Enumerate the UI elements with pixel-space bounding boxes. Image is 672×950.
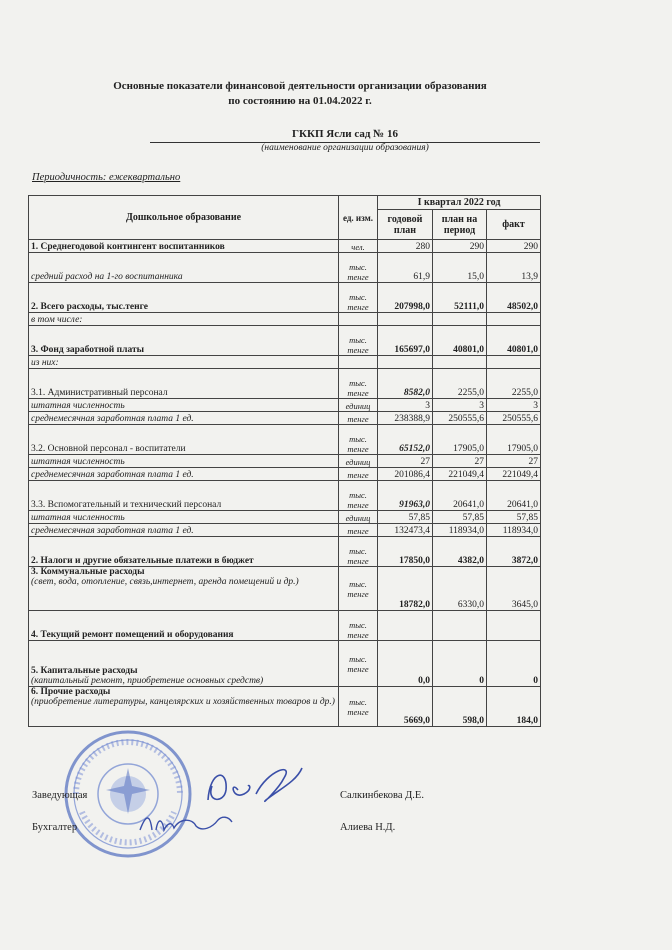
row-fact: 27 (487, 455, 541, 468)
table-row (29, 511, 541, 524)
row-name: 4. Текущий ремонт помещений и оборудования (29, 611, 339, 641)
table-row (29, 253, 541, 283)
row-unit (339, 313, 378, 326)
row-unit: тыс. тенге (339, 641, 378, 687)
row-note: (приобретение литературы, канцелярских и хозяйственных товаров и др.) (31, 697, 335, 707)
row-annual: 132473,4 (378, 524, 433, 537)
row-fact: 221049,4 (487, 468, 541, 481)
row-plan: 27 (433, 455, 487, 468)
row-note: (капитальный ремонт, приобретение основных средств) (31, 676, 264, 686)
table-row (29, 468, 541, 481)
row-fact: 17905,0 (487, 425, 541, 455)
row-unit: тыс. тенге (339, 567, 378, 611)
row-annual (378, 611, 433, 641)
row-unit: тыс. тенге (339, 283, 378, 313)
head-signature-icon (198, 760, 308, 810)
row-annual: 27 (378, 455, 433, 468)
row-fact: 2255,0 (487, 369, 541, 399)
header-annual: годовой план (378, 210, 433, 240)
periodicity: Периодичность: ежеквартально (32, 172, 181, 183)
row-name: 3.2. Основной персонал - воспитатели (29, 425, 339, 455)
row-plan: 20641,0 (433, 481, 487, 511)
row-annual: 57,85 (378, 511, 433, 524)
row-plan: 0 (433, 641, 487, 687)
row-annual: 207998,0 (378, 283, 433, 313)
row-unit: тыс. тенге (339, 537, 378, 567)
row-name-cell (29, 641, 339, 687)
row-fact (487, 313, 541, 326)
row-fact: 0 (487, 641, 541, 687)
row-fact: 40801,0 (487, 326, 541, 356)
table-row (29, 687, 541, 727)
organization-name: ГККП Ясли сад № 16 (292, 128, 398, 140)
organization-caption: (наименование организации образования) (261, 143, 429, 153)
row-fact: 48502,0 (487, 283, 541, 313)
row-annual: 91963,0 (378, 481, 433, 511)
row-name: 3. Фонд заработной платы (29, 326, 339, 356)
financial-table (28, 195, 541, 727)
row-plan: 4382,0 (433, 537, 487, 567)
row-plan: 3 (433, 399, 487, 412)
row-unit: тыс. тенге (339, 481, 378, 511)
row-annual: 8582,0 (378, 369, 433, 399)
row-unit: тыс. тенге (339, 369, 378, 399)
row-unit: тыс. тенге (339, 687, 378, 727)
accountant-label: Бухгалтер (32, 822, 78, 833)
row-fact: 250555,6 (487, 412, 541, 425)
row-fact: 3872,0 (487, 537, 541, 567)
row-plan (433, 313, 487, 326)
row-name: 6. Прочие расходы (31, 687, 111, 697)
row-fact: 57,85 (487, 511, 541, 524)
row-annual (378, 356, 433, 369)
row-name: средний расход на 1-го воспитанника (29, 253, 339, 283)
row-name: штатная численность (29, 399, 339, 412)
row-fact: 3645,0 (487, 567, 541, 611)
row-plan: 118934,0 (433, 524, 487, 537)
row-plan: 6330,0 (433, 567, 487, 611)
table-row (29, 326, 541, 356)
header-period: I квартал 2022 год (378, 196, 541, 210)
row-annual: 65152,0 (378, 425, 433, 455)
table-row (29, 524, 541, 537)
table-row (29, 399, 541, 412)
table-row (29, 283, 541, 313)
accountant-name: Алиева Н.Д. (340, 822, 396, 833)
row-name: из них: (29, 356, 339, 369)
row-unit: единиц (339, 455, 378, 468)
row-fact: 118934,0 (487, 524, 541, 537)
row-fact: 290 (487, 240, 541, 253)
row-name: 3.3. Вспомогательный и технический персонал (29, 481, 339, 511)
row-unit: тенге (339, 412, 378, 425)
table-row (29, 313, 541, 326)
row-plan: 221049,4 (433, 468, 487, 481)
row-name: в том числе: (29, 313, 339, 326)
row-name: 5. Капитальные расходы (31, 666, 138, 676)
table-row (29, 567, 541, 611)
row-fact: 184,0 (487, 687, 541, 727)
row-unit: единиц (339, 399, 378, 412)
row-fact: 20641,0 (487, 481, 541, 511)
row-name: 3.1. Административный персонал (29, 369, 339, 399)
row-name: штатная численность (29, 455, 339, 468)
row-plan: 2255,0 (433, 369, 487, 399)
table-row (29, 240, 541, 253)
row-annual: 201086,4 (378, 468, 433, 481)
table-row (29, 369, 541, 399)
row-unit: тыс. тенге (339, 326, 378, 356)
head-name: Салкинбекова Д.Е. (340, 790, 424, 801)
header-unit: ед. изм. (339, 196, 378, 240)
row-unit: тенге (339, 524, 378, 537)
row-note: (свет, вода, отопление, связь,интернет, аренда помещений и др.) (31, 577, 299, 587)
row-plan: 15,0 (433, 253, 487, 283)
row-name-cell (29, 687, 339, 727)
table-row (29, 412, 541, 425)
table-row (29, 425, 541, 455)
row-unit: тыс. тенге (339, 425, 378, 455)
row-annual: 3 (378, 399, 433, 412)
row-annual: 17850,0 (378, 537, 433, 567)
row-name: среднемесячная заработная плата 1 ед. (29, 412, 339, 425)
row-plan: 250555,6 (433, 412, 487, 425)
row-fact (487, 356, 541, 369)
row-name: среднемесячная заработная плата 1 ед. (29, 468, 339, 481)
row-name-cell (29, 567, 339, 611)
table-row (29, 537, 541, 567)
row-plan: 57,85 (433, 511, 487, 524)
row-name: 1. Среднегодовой контингент воспитанников (29, 240, 339, 253)
header-fact: факт (487, 210, 541, 240)
row-annual: 5669,0 (378, 687, 433, 727)
row-annual: 280 (378, 240, 433, 253)
row-fact: 13,9 (487, 253, 541, 283)
row-annual: 61,9 (378, 253, 433, 283)
row-annual: 165697,0 (378, 326, 433, 356)
row-annual: 18782,0 (378, 567, 433, 611)
row-name: 2. Налоги и другие обязательные платежи в бюджет (29, 537, 339, 567)
row-name: штатная численность (29, 511, 339, 524)
row-unit: тенге (339, 468, 378, 481)
row-unit: тыс. тенге (339, 253, 378, 283)
table-row (29, 356, 541, 369)
row-name: 3. Коммунальные расходы (31, 567, 145, 577)
row-name: среднемесячная заработная плата 1 ед. (29, 524, 339, 537)
header-name: Дошкольное образование (29, 196, 339, 240)
report-title: Основные показатели финансовой деятельности организации образования (113, 80, 487, 92)
row-unit: единиц (339, 511, 378, 524)
table-row (29, 611, 541, 641)
row-plan: 40801,0 (433, 326, 487, 356)
row-name: 2. Всего расходы, тыс.тенге (29, 283, 339, 313)
accountant-signature-icon (136, 808, 236, 838)
table-row (29, 481, 541, 511)
row-annual (378, 313, 433, 326)
row-fact: 3 (487, 399, 541, 412)
row-plan (433, 356, 487, 369)
row-fact (487, 611, 541, 641)
row-annual: 238388,9 (378, 412, 433, 425)
row-annual: 0,0 (378, 641, 433, 687)
table-row (29, 641, 541, 687)
row-plan (433, 611, 487, 641)
row-plan: 290 (433, 240, 487, 253)
row-unit: тыс. тенге (339, 611, 378, 641)
row-unit: чел. (339, 240, 378, 253)
head-label: Заведующая (32, 790, 88, 801)
row-plan: 52111,0 (433, 283, 487, 313)
table-row (29, 455, 541, 468)
row-plan: 17905,0 (433, 425, 487, 455)
row-plan: 598,0 (433, 687, 487, 727)
header-plan: план на период (433, 210, 487, 240)
report-date: по состоянию на 01.04.2022 г. (228, 95, 372, 107)
row-unit (339, 356, 378, 369)
